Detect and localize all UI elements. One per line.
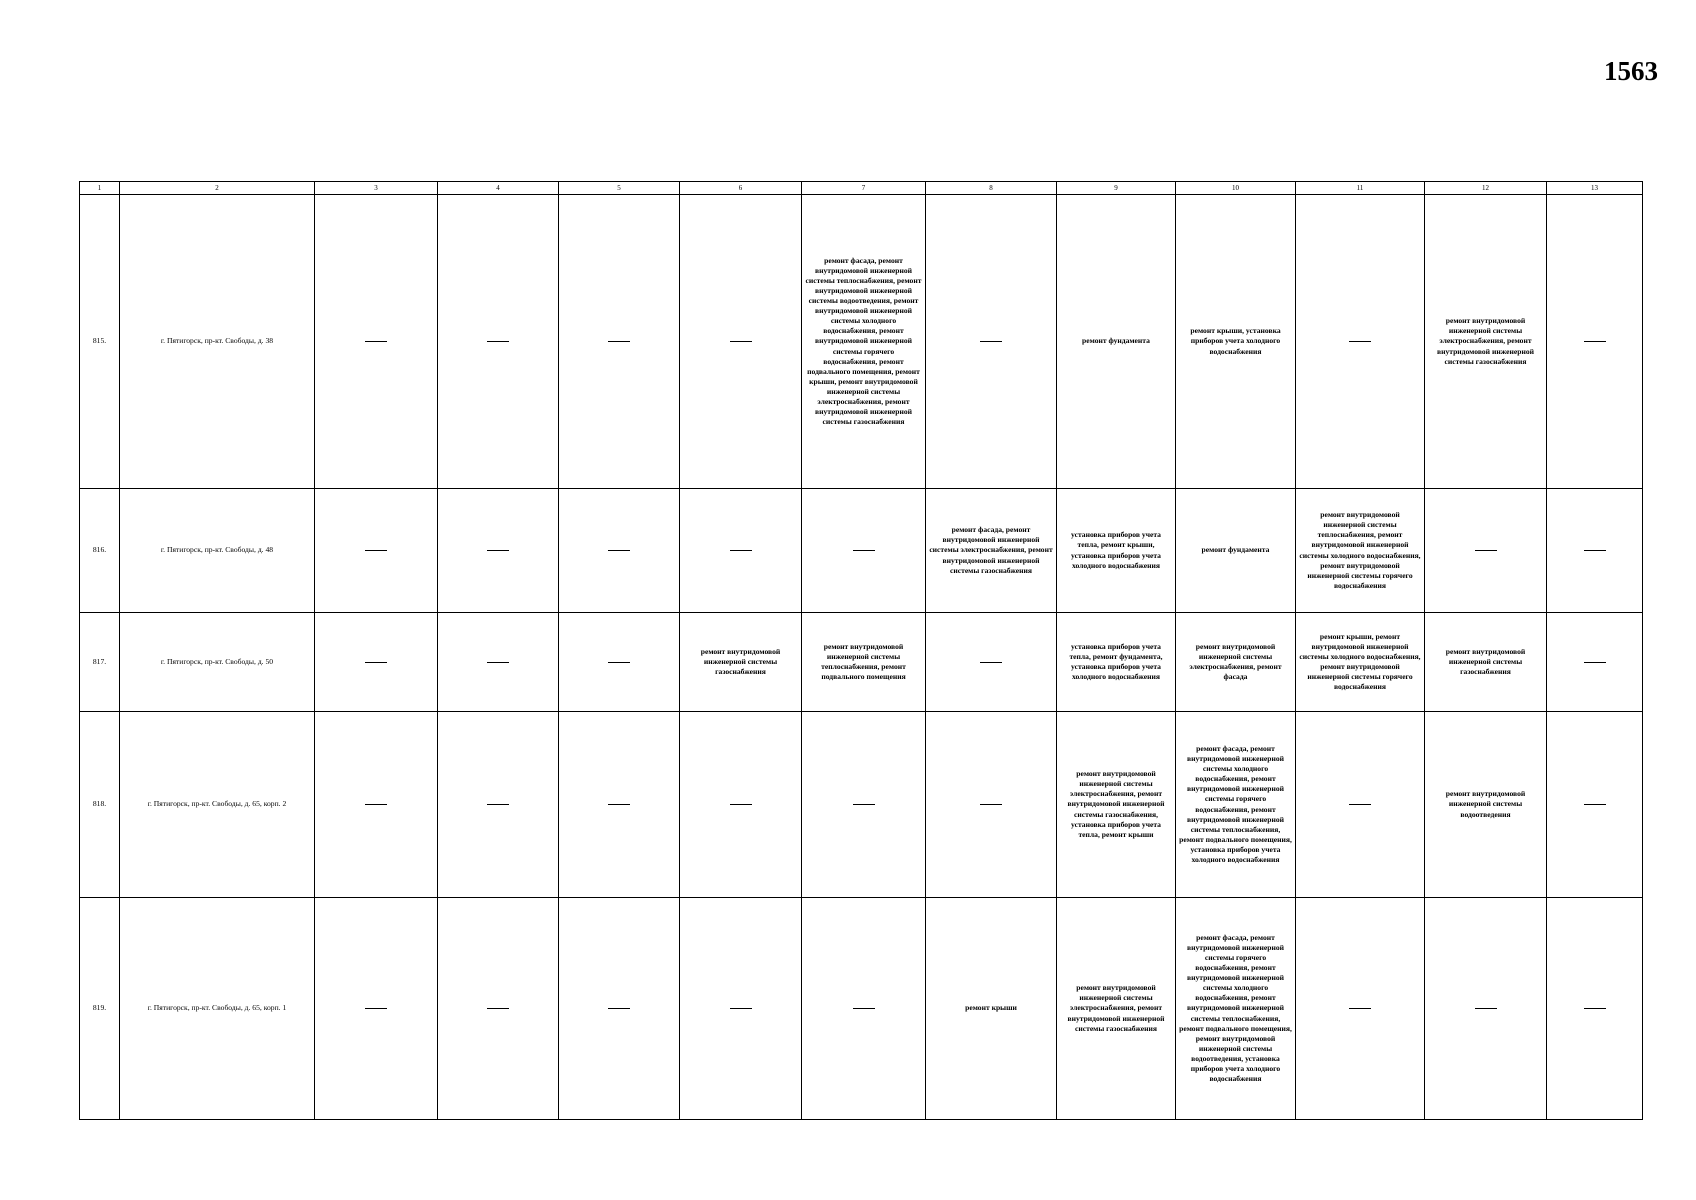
- period-cell-c12: [1425, 195, 1547, 489]
- work-description: установка приборов учета тепла, ремонт крыши, установка приборов учета холодного водоснабжения: [1071, 530, 1161, 570]
- work-description: установка приборов учета тепла, ремонт фундамента, установка приборов учета холодного водоснабжения: [1069, 641, 1163, 682]
- dash-mark: [608, 804, 630, 805]
- dash-mark: [730, 550, 752, 551]
- period-cell-c10: [1176, 489, 1296, 613]
- period-cell-c9: [1057, 712, 1176, 898]
- work-description: ремонт фасада, ремонт внутридомовой инженерной системы холодного водоснабжения, ремонт внутридомовой инженерной системы горячего водоснабжения, ремонт внутридомовой инженерной системы теплоснабжения, ремонт подвального помещения, установка приборов учета холодного водоснабжения: [1179, 744, 1292, 864]
- period-cell-c6: [680, 613, 802, 712]
- table-body: [80, 182, 1643, 1120]
- column-number-row: [80, 182, 1643, 195]
- table-row: [80, 613, 1643, 712]
- row-number-cell: 816.: [80, 489, 120, 613]
- table-row: [80, 489, 1643, 613]
- period-cell-c9: [1057, 613, 1176, 712]
- address-cell: г. Пятигорск, пр-кт. Свободы, д. 38: [120, 195, 315, 489]
- period-cell-c3: [315, 898, 438, 1120]
- dash-mark: [1584, 550, 1606, 551]
- dash-mark: [608, 341, 630, 342]
- period-cell-c6: [680, 195, 802, 489]
- dash-mark: [487, 804, 509, 805]
- table-row: [80, 898, 1643, 1120]
- period-cell-c10: [1176, 898, 1296, 1120]
- column-header: 5: [559, 182, 680, 195]
- period-cell-c6: [680, 898, 802, 1120]
- period-cell-c7: [802, 613, 926, 712]
- period-cell-c7: [802, 489, 926, 613]
- dash-mark: [1475, 1008, 1497, 1009]
- dash-mark: [1349, 341, 1371, 342]
- dash-mark: [853, 550, 875, 551]
- work-description: ремонт внутридомовой инженерной системы электроснабжения, ремонт внутридомовой инженерной системы газоснабжения: [1067, 983, 1165, 1033]
- dash-mark: [608, 1008, 630, 1009]
- period-cell-c4: [438, 712, 559, 898]
- period-cell-c10: [1176, 712, 1296, 898]
- column-header: 2: [120, 182, 315, 195]
- period-cell-c9: [1057, 489, 1176, 613]
- column-header: 1: [80, 182, 120, 195]
- column-header: 12: [1425, 182, 1547, 195]
- dash-mark: [1584, 341, 1606, 342]
- dash-mark: [487, 662, 509, 663]
- work-description: ремонт внутридомовой инженерной системы газоснабжения: [700, 646, 781, 676]
- column-header: 9: [1057, 182, 1176, 195]
- work-description: ремонт крыши: [965, 1003, 1017, 1013]
- address-cell: г. Пятигорск, пр-кт. Свободы, д. 65, корп. 1: [120, 898, 315, 1120]
- dash-mark: [608, 550, 630, 551]
- period-cell-c11: [1296, 489, 1425, 613]
- dash-mark: [980, 662, 1002, 663]
- work-description: ремонт внутридомовой инженерной системы электроснабжения, ремонт внутридомовой инженерной системы газоснабжения, установка приборов учета тепла, ремонт крыши: [1067, 769, 1165, 839]
- period-cell-c12: [1425, 489, 1547, 613]
- dash-mark: [365, 550, 387, 551]
- address-cell: г. Пятигорск, пр-кт. Свободы, д. 48: [120, 489, 315, 613]
- period-cell-c4: [438, 613, 559, 712]
- period-cell-c12: [1425, 712, 1547, 898]
- period-cell-c4: [438, 489, 559, 613]
- dash-mark: [730, 341, 752, 342]
- work-description: ремонт внутридомовой инженерной системы электроснабжения, ремонт фасада: [1189, 641, 1282, 682]
- period-cell-c5: [559, 712, 680, 898]
- work-description: ремонт внутридомовой инженерной системы электроснабжения, ремонт внутридомовой инженерной системы газоснабжения: [1436, 316, 1535, 366]
- period-cell-c5: [559, 195, 680, 489]
- repair-schedule-table: [79, 181, 1643, 1120]
- period-cell-c8: [926, 712, 1057, 898]
- work-description: ремонт фундамента: [1082, 336, 1150, 346]
- dash-mark: [980, 341, 1002, 342]
- period-cell-c11: [1296, 195, 1425, 489]
- work-description: ремонт фасада, ремонт внутридомовой инженерной системы теплоснабжения, ремонт внутридомовой инженерной системы водоотведения, ремонт внутридомовой инженерной системы холодного водоснабжения, ремонт внутридомовой инженерной системы горячего водоснабжения, ремонт подвального помещения, ремонт крыши, ремонт внутридомовой инженерной системы электроснабжения, ремонт внутридомовой инженерной системы газоснабжения: [805, 256, 922, 426]
- period-cell-c4: [438, 195, 559, 489]
- work-description: ремонт крыши, установка приборов учета холодного водоснабжения: [1190, 326, 1281, 356]
- work-description: ремонт фасада, ремонт внутридомовой инженерной системы горячего водоснабжения, ремонт внутридомовой инженерной системы холодного водоснабжения, ремонт внутридомовой инженерной системы теплоснабжения, ремонт подвального помещения, ремонт внутридомовой инженерной системы водоотведения, установка приборов учета холодного водоснабжения: [1179, 933, 1292, 1083]
- dash-mark: [365, 804, 387, 805]
- dash-mark: [365, 341, 387, 342]
- work-description: ремонт фундамента: [1201, 545, 1270, 555]
- dash-mark: [1584, 804, 1606, 805]
- period-cell-c13: [1547, 613, 1643, 712]
- period-cell-c13: [1547, 898, 1643, 1120]
- column-header: 11: [1296, 182, 1425, 195]
- column-header: 4: [438, 182, 559, 195]
- period-cell-c11: [1296, 712, 1425, 898]
- period-cell-c4: [438, 898, 559, 1120]
- period-cell-c11: [1296, 898, 1425, 1120]
- dash-mark: [1349, 1008, 1371, 1009]
- work-description: ремонт внутридомовой инженерной системы теплоснабжения, ремонт внутридомовой инженерной системы холодного водоснабжения, ремонт внутридомовой инженерной системы горячего водоснабжения: [1299, 510, 1421, 590]
- row-number-cell: 817.: [80, 613, 120, 712]
- period-cell-c6: [680, 712, 802, 898]
- dash-mark: [365, 1008, 387, 1009]
- period-cell-c7: [802, 195, 926, 489]
- period-cell-c7: [802, 898, 926, 1120]
- work-description: ремонт крыши, ремонт внутридомовой инженерной системы холодного водоснабжения, ремонт внутридомовой инженерной системы горячего водоснабжения: [1299, 631, 1421, 692]
- dash-mark: [487, 550, 509, 551]
- dash-mark: [1349, 804, 1371, 805]
- dash-mark: [730, 1008, 752, 1009]
- row-number-cell: 819.: [80, 898, 120, 1120]
- work-description: ремонт внутридомовой инженерной системы газоснабжения: [1445, 646, 1526, 676]
- row-number-cell: 815.: [80, 195, 120, 489]
- column-header: 7: [802, 182, 926, 195]
- table-row: [80, 712, 1643, 898]
- period-cell-c9: [1057, 195, 1176, 489]
- work-description: ремонт внутридомовой инженерной системы водоотведения: [1445, 789, 1526, 819]
- period-cell-c8: [926, 613, 1057, 712]
- dash-mark: [365, 662, 387, 663]
- period-cell-c3: [315, 195, 438, 489]
- dash-mark: [1584, 1008, 1606, 1009]
- dash-mark: [1475, 550, 1497, 551]
- period-cell-c8: [926, 195, 1057, 489]
- column-header: 6: [680, 182, 802, 195]
- work-description: ремонт фасада, ремонт внутридомовой инженерной системы электроснабжения, ремонт внутридомовой инженерной системы газоснабжения: [929, 525, 1053, 575]
- period-cell-c10: [1176, 613, 1296, 712]
- period-cell-c10: [1176, 195, 1296, 489]
- column-header: 10: [1176, 182, 1296, 195]
- row-number-cell: 818.: [80, 712, 120, 898]
- dash-mark: [608, 662, 630, 663]
- period-cell-c13: [1547, 195, 1643, 489]
- period-cell-c3: [315, 613, 438, 712]
- period-cell-c13: [1547, 712, 1643, 898]
- period-cell-c9: [1057, 898, 1176, 1120]
- address-cell: г. Пятигорск, пр-кт. Свободы, д. 50: [120, 613, 315, 712]
- period-cell-c3: [315, 489, 438, 613]
- period-cell-c6: [680, 489, 802, 613]
- dash-mark: [853, 804, 875, 805]
- table-row: [80, 195, 1643, 489]
- period-cell-c5: [559, 613, 680, 712]
- period-cell-c8: [926, 898, 1057, 1120]
- dash-mark: [980, 804, 1002, 805]
- dash-mark: [853, 1008, 875, 1009]
- period-cell-c12: [1425, 613, 1547, 712]
- address-cell: г. Пятигорск, пр-кт. Свободы, д. 65, корп. 2: [120, 712, 315, 898]
- period-cell-c8: [926, 489, 1057, 613]
- column-header: 8: [926, 182, 1057, 195]
- period-cell-c5: [559, 898, 680, 1120]
- page-number: 1563: [1604, 56, 1658, 86]
- column-header: 3: [315, 182, 438, 195]
- period-cell-c12: [1425, 898, 1547, 1120]
- dash-mark: [487, 341, 509, 342]
- period-cell-c13: [1547, 489, 1643, 613]
- work-description: ремонт внутридомовой инженерной системы теплоснабжения, ремонт подвального помещения: [821, 641, 906, 682]
- period-cell-c11: [1296, 613, 1425, 712]
- column-header: 13: [1547, 182, 1643, 195]
- dash-mark: [730, 804, 752, 805]
- period-cell-c3: [315, 712, 438, 898]
- dash-mark: [1584, 662, 1606, 663]
- dash-mark: [487, 1008, 509, 1009]
- period-cell-c5: [559, 489, 680, 613]
- period-cell-c7: [802, 712, 926, 898]
